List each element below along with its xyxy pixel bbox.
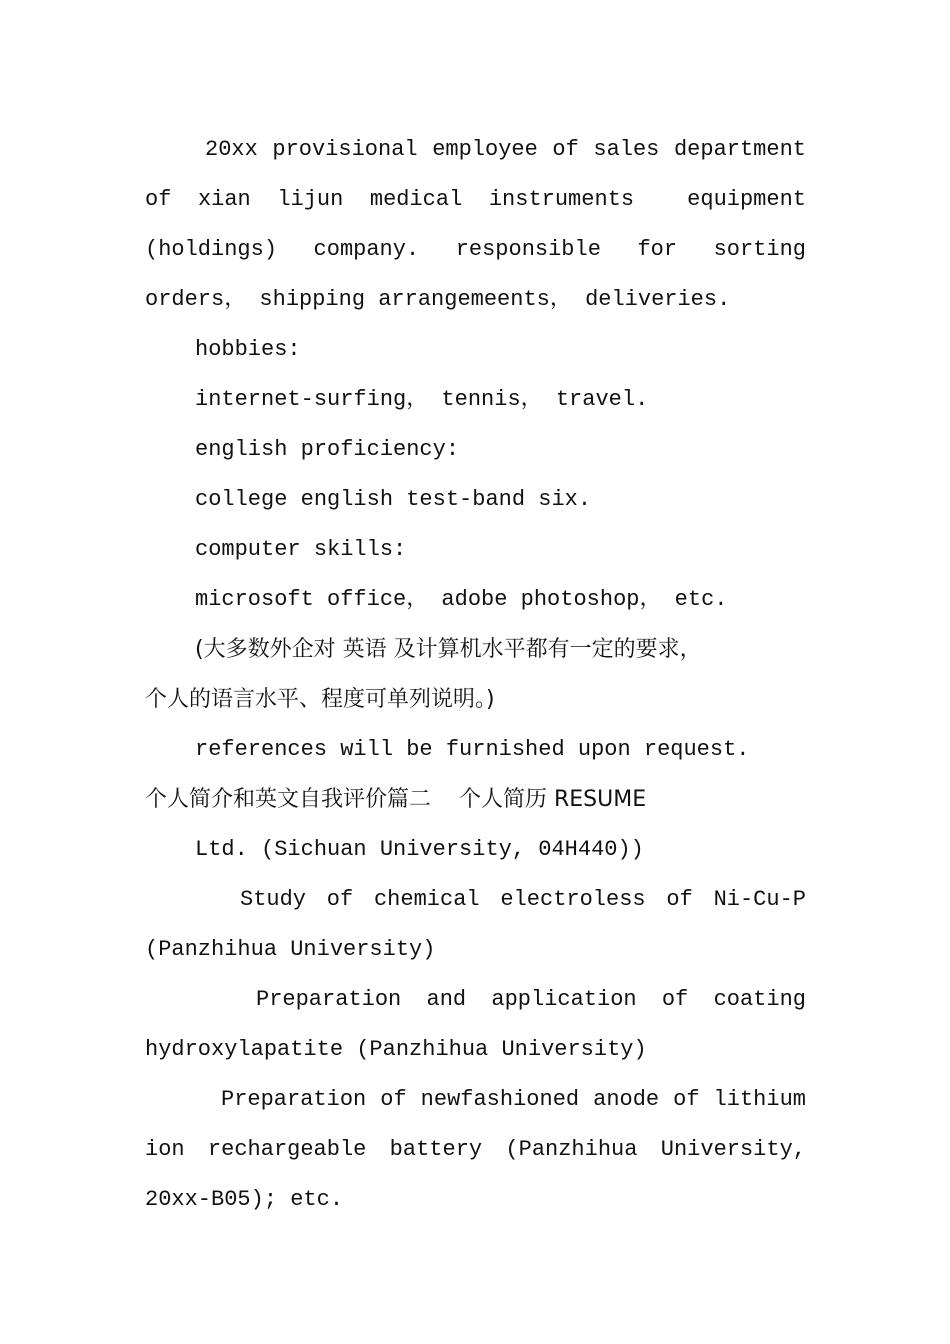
note-line: 个人的语言水平、程度可单列说明。) [145,687,495,712]
text-line: references will be furnished upon request. [195,737,750,762]
text-line: ion rechargeable battery (Panzhihua University, [145,1137,806,1162]
text-line: (Panzhihua University) [145,937,436,962]
text-line: (holdings) company. responsible for sorting [145,237,806,262]
text-line: Preparation of newfashioned anode of lithium [221,1087,806,1112]
text-line: orders， shipping arrangemeents， deliveries. [145,287,731,312]
section-label-hobbies: hobbies: [195,337,301,362]
text-line: of xian lijun medical instruments equipment [145,187,806,212]
text-line: Preparation and application of coating [256,987,806,1012]
text-line: microsoft office， adobe photoshop， etc. [195,587,728,612]
text-line: internet-surfing， tennis， travel. [195,387,649,412]
text-line: college english test-band six. [195,487,592,512]
section-heading: 个人简介和英文自我评价篇二 个人简历 RESUME [145,787,647,812]
section-label-english: english proficiency: [195,437,460,462]
text-line: Ltd. (Sichuan University, 04H440)) [195,837,644,862]
text-line: Study of chemical electroless of Ni-Cu-P [240,887,806,912]
section-label-computer: computer skills: [195,537,407,562]
text-line: 20xx-B05); etc. [145,1187,344,1212]
text-line: 20xx provisional employee of sales department [205,137,806,162]
note-line: (大多数外企对 英语 及计算机水平都有一定的要求， [195,637,702,662]
text-line: hydroxylapatite (Panzhihua University) [145,1037,647,1062]
